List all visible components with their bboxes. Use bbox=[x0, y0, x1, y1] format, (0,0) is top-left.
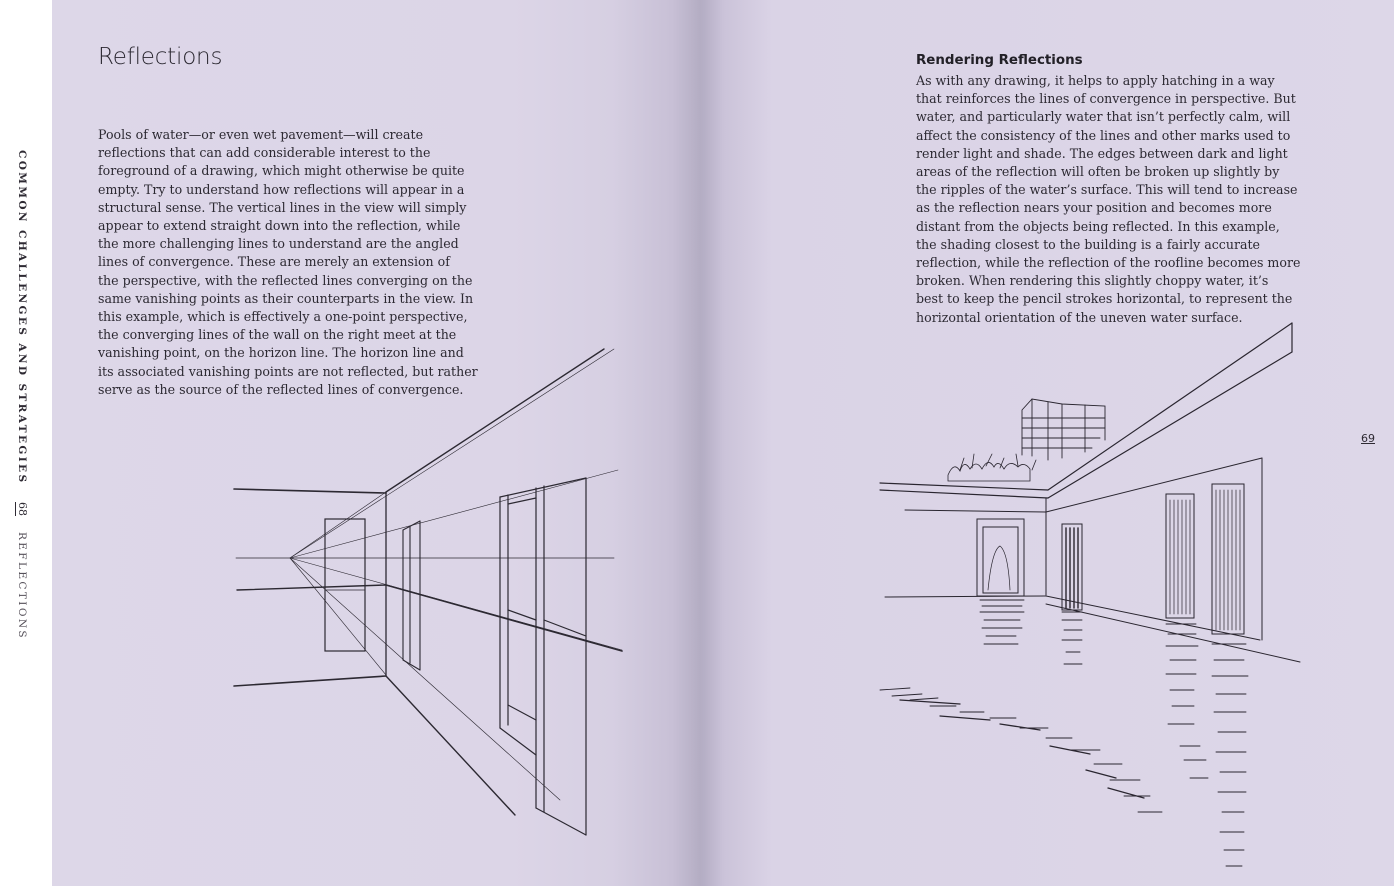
page-title: Reflections bbox=[98, 44, 223, 70]
dark-doorway bbox=[1062, 524, 1082, 610]
left-body-text: Pools of water—or even wet pavement—will create reflections that can add considerable interest to the foreground of a drawing, which might otherwise be quite empty. Try to understand how reflections will appear in a structural sense. The vertical lines in the view will simply appear to extend straight down into the reflection, while the more challenging lines to understand are the angled lines of convergence. These are merely an extension of the perspective, with the reflected lines converging on the same vanishing points as their counterparts in the view. In this example, which is effectively a one-point perspective, the converging lines of the wall on the right meet at the vanishing point, on the horizon line. The horizon line and its associated vanishing points are not reflected, but rather serve as the source of the reflected lines of convergence. bbox=[98, 127, 478, 397]
roof-slab bbox=[880, 323, 1292, 498]
chapter-title: COMMON CHALLENGES AND STRATEGIES bbox=[16, 150, 28, 485]
distant-tower bbox=[1022, 399, 1105, 460]
glass-door bbox=[977, 519, 1024, 596]
water-reflections bbox=[880, 600, 1248, 866]
section-title: REFLECTIONS bbox=[16, 531, 28, 641]
page-number-left: 68 bbox=[16, 502, 29, 517]
building-walls bbox=[885, 458, 1300, 662]
right-body-text: As with any drawing, it helps to apply hatching in a way that reinforces the lines of convergence in perspective. But water, and particularly water that isn’t perfectly calm, will affect the consistency of the lines and other marks used to render light and shade. The edges between dark and light areas of the reflection will often be broken up slightly by the ripples of the water’s surface. This will tend to increase as the reflection nears your position and becomes more distant from the objects being reflected. In this example, the shading closest to the building is a fairly accurate reflection, while the reflection of the roofline becomes more broken. When rendering this slightly choppy water, it’s best to keep the pencil strokes horizontal, to represent the horizontal orientation of the uneven water surface. bbox=[916, 73, 1301, 325]
large-openings bbox=[1166, 484, 1244, 634]
page-number-right: 69 bbox=[1361, 432, 1375, 445]
subheading: Rendering Reflections bbox=[916, 53, 1083, 68]
roof-plants bbox=[948, 454, 1036, 481]
